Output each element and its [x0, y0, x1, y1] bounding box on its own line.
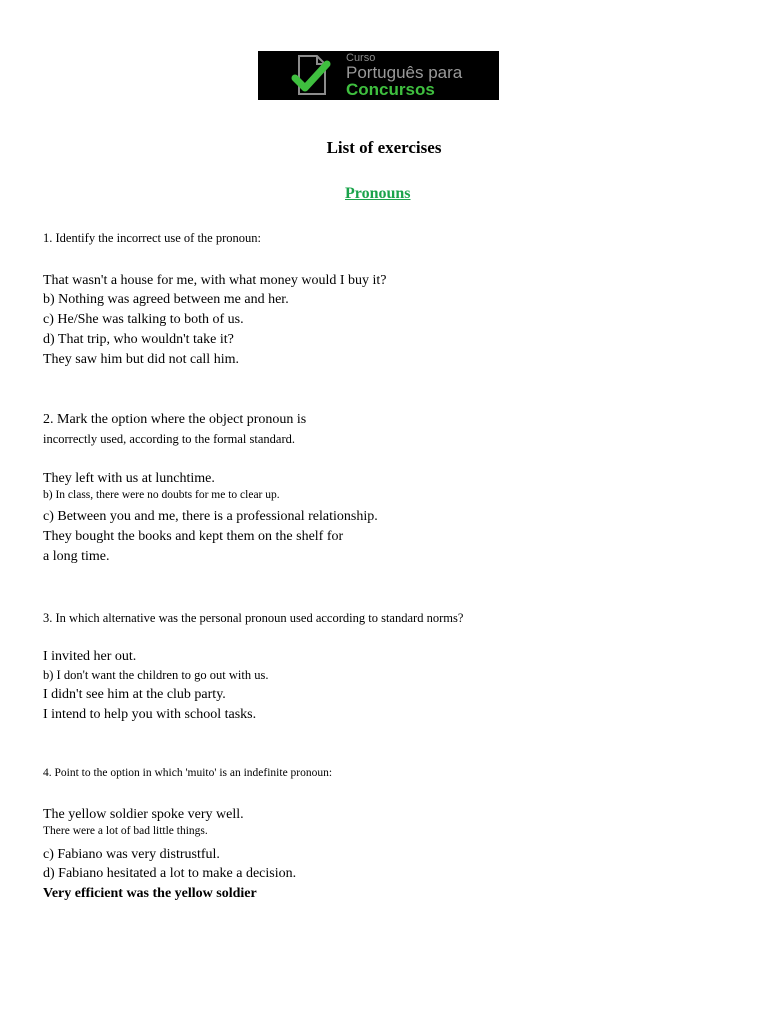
question-4-option-c: c) Fabiano was very distrustful.	[43, 847, 220, 862]
question-3-prompt: 3. In which alternative was the personal pronoun used according to standard norms?	[43, 611, 464, 625]
question-1-option-e: They saw him but did not call him.	[43, 352, 239, 367]
question-3-option-c: I didn't see him at the club party.	[43, 687, 226, 702]
question-1-option-a: That wasn't a house for me, with what money would I buy it?	[43, 273, 387, 288]
question-1-prompt: 1. Identify the incorrect use of the pronoun:	[43, 231, 261, 245]
question-2-prompt-line1: 2. Mark the option where the object pronoun is	[43, 412, 307, 427]
question-3-option-a: I invited her out.	[43, 649, 137, 664]
logo-line3: Concursos	[346, 80, 435, 99]
question-4-option-a: The yellow soldier spoke very well.	[43, 807, 244, 822]
question-2-option-d-cont: a long time.	[43, 549, 110, 564]
logo-line2: Português para	[346, 63, 463, 82]
question-4-option-d: d) Fabiano hesitated a lot to make a decision.	[43, 866, 297, 881]
checkmark-document-icon	[291, 54, 337, 98]
question-4-prompt: 4. Point to the option in which 'muito' is an indefinite pronoun:	[43, 767, 333, 779]
question-4-option-e: Very efficient was the yellow soldier	[43, 886, 257, 901]
question-3-option-d: I intend to help you with school tasks.	[43, 707, 257, 722]
question-2-prompt-line2: incorrectly used, according to the formal standard.	[43, 432, 295, 446]
question-2-option-a: They left with us at lunchtime.	[43, 471, 215, 486]
question-1-option-d: d) That trip, who wouldn't take it?	[43, 332, 234, 347]
logo-banner	[258, 51, 499, 100]
question-3-option-b: b) I don't want the children to go out with us.	[43, 668, 269, 682]
logo-line1: Curso	[346, 52, 376, 64]
question-1-option-b: b) Nothing was agreed between me and her.	[43, 292, 289, 307]
question-2-option-b: b) In class, there were no doubts for me to clear up.	[43, 489, 280, 501]
question-2-option-c: c) Between you and me, there is a professional relationship.	[43, 509, 378, 524]
question-2-option-d: They bought the books and kept them on the shelf for	[43, 529, 344, 544]
logo-text	[346, 53, 462, 98]
question-4-option-b: There were a lot of bad little things.	[43, 825, 208, 837]
section-subtitle: Pronouns	[345, 185, 411, 202]
page-title: List of exercises	[326, 138, 442, 157]
question-1-option-c: c) He/She was talking to both of us.	[43, 312, 244, 327]
